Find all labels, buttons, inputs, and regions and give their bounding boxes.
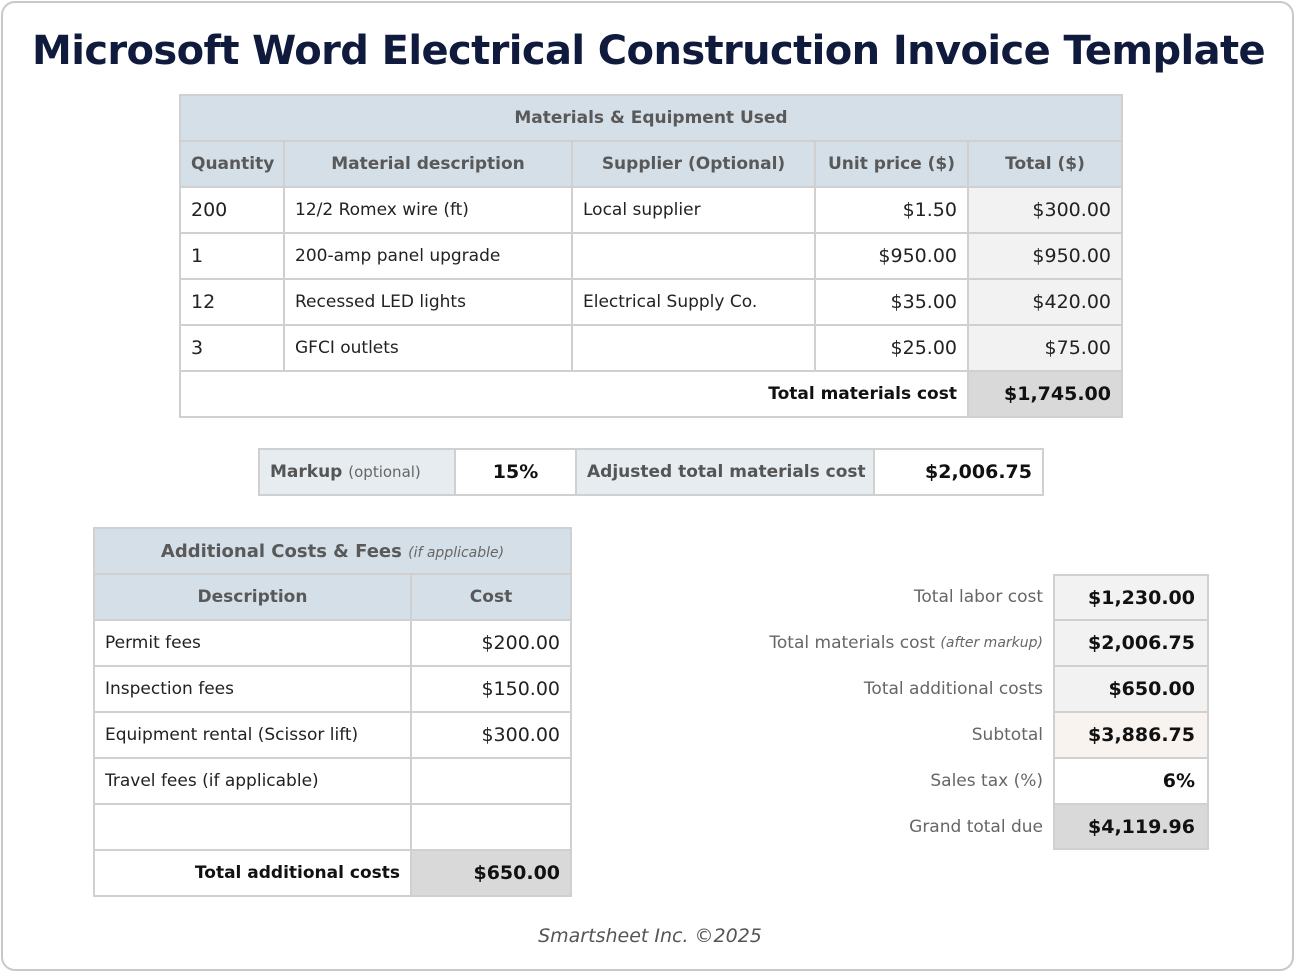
col-total: Total ($): [968, 141, 1122, 187]
sales-tax-input[interactable]: 6%: [1053, 758, 1209, 804]
summary-label-note: (after markup): [940, 635, 1043, 651]
description-cell[interactable]: Recessed LED lights: [284, 279, 572, 325]
table-row: [94, 712, 571, 758]
summary-label: Sales tax (%): [930, 771, 1043, 791]
fee-description-cell[interactable]: Permit fees: [94, 620, 411, 666]
total-cell: $950.00: [968, 233, 1122, 279]
table-row: [94, 804, 571, 850]
total-additional-value: $650.00: [411, 850, 571, 896]
summary-label: Total additional costs: [863, 679, 1043, 699]
description-cell[interactable]: 12/2 Romex wire (ft): [284, 187, 572, 233]
materials-heading: Materials & Equipment Used: [180, 95, 1122, 141]
total-materials-label: Total materials cost: [180, 371, 968, 417]
materials-total-row: [180, 371, 1122, 417]
summary-label: Total labor cost: [913, 587, 1043, 607]
total-cell: $420.00: [968, 279, 1122, 325]
table-row: [180, 233, 1122, 279]
table-row: [180, 279, 1122, 325]
invoice-summary: [600, 574, 1209, 850]
quantity-cell[interactable]: 3: [180, 325, 284, 371]
table-row: [94, 620, 571, 666]
table-row: [94, 758, 571, 804]
description-cell[interactable]: GFCI outlets: [284, 325, 572, 371]
summary-row-sales-tax: [600, 758, 1209, 804]
total-cell: $75.00: [968, 325, 1122, 371]
summary-value: $3,886.75: [1053, 712, 1209, 758]
summary-value: $1,230.00: [1053, 574, 1209, 620]
quantity-cell[interactable]: 12: [180, 279, 284, 325]
total-cell: $300.00: [968, 187, 1122, 233]
unit-price-cell[interactable]: $35.00: [815, 279, 968, 325]
table-row: [94, 666, 571, 712]
unit-price-cell[interactable]: $25.00: [815, 325, 968, 371]
summary-row-grand-total: [600, 804, 1209, 850]
additional-total-row: [94, 850, 571, 896]
col-description: Description: [94, 574, 411, 620]
total-materials-value: $1,745.00: [968, 371, 1122, 417]
adjusted-total-value: $2,006.75: [874, 449, 1043, 495]
col-supplier: Supplier (Optional): [572, 141, 815, 187]
fee-cost-cell[interactable]: $200.00: [411, 620, 571, 666]
table-row: [180, 187, 1122, 233]
markup-percent-input[interactable]: 15%: [455, 449, 576, 495]
additional-costs-table: [93, 527, 572, 897]
adjusted-total-label: Adjusted total materials cost: [576, 449, 874, 495]
additional-heading: [94, 528, 571, 574]
page-title: Microsoft Word Electrical Construction Invoice Template: [32, 28, 1266, 74]
markup-label: [259, 449, 455, 495]
summary-label: Grand total due: [909, 817, 1043, 837]
materials-table: [179, 94, 1123, 418]
col-cost: Cost: [411, 574, 571, 620]
total-additional-label: Total additional costs: [94, 850, 411, 896]
col-quantity: Quantity: [180, 141, 284, 187]
markup-label-note: (optional): [348, 463, 421, 481]
unit-price-cell[interactable]: $950.00: [815, 233, 968, 279]
fee-cost-cell[interactable]: $150.00: [411, 666, 571, 712]
quantity-cell[interactable]: 1: [180, 233, 284, 279]
markup-table: [258, 448, 1044, 496]
summary-row-labor: [600, 574, 1209, 620]
supplier-cell[interactable]: [572, 233, 815, 279]
fee-cost-cell[interactable]: $300.00: [411, 712, 571, 758]
summary-label: [600, 620, 1053, 666]
col-material-description: Material description: [284, 141, 572, 187]
summary-label-text: Total materials cost: [769, 633, 935, 653]
fee-description-cell[interactable]: Travel fees (if applicable): [94, 758, 411, 804]
fee-description-cell[interactable]: Inspection fees: [94, 666, 411, 712]
summary-value: $650.00: [1053, 666, 1209, 712]
summary-row-materials: [600, 620, 1209, 666]
col-unit-price: Unit price ($): [815, 141, 968, 187]
quantity-cell[interactable]: 200: [180, 187, 284, 233]
supplier-cell[interactable]: Local supplier: [572, 187, 815, 233]
summary-value: $2,006.75: [1053, 620, 1209, 666]
summary-row-additional: [600, 666, 1209, 712]
supplier-cell[interactable]: [572, 325, 815, 371]
footer-copyright: Smartsheet Inc. ©2025: [538, 925, 762, 947]
fee-cost-cell[interactable]: [411, 758, 571, 804]
additional-heading-text: Additional Costs & Fees: [160, 540, 402, 562]
fee-cost-cell[interactable]: [411, 804, 571, 850]
fee-description-cell[interactable]: Equipment rental (Scissor lift): [94, 712, 411, 758]
unit-price-cell[interactable]: $1.50: [815, 187, 968, 233]
description-cell[interactable]: 200-amp panel upgrade: [284, 233, 572, 279]
markup-label-text: Markup: [270, 462, 343, 482]
fee-description-cell[interactable]: [94, 804, 411, 850]
grand-total-value: $4,119.96: [1053, 804, 1209, 850]
summary-row-subtotal: [600, 712, 1209, 758]
table-row: [180, 325, 1122, 371]
summary-label: Subtotal: [971, 725, 1043, 745]
supplier-cell[interactable]: Electrical Supply Co.: [572, 279, 815, 325]
additional-heading-note: (if applicable): [408, 544, 505, 561]
